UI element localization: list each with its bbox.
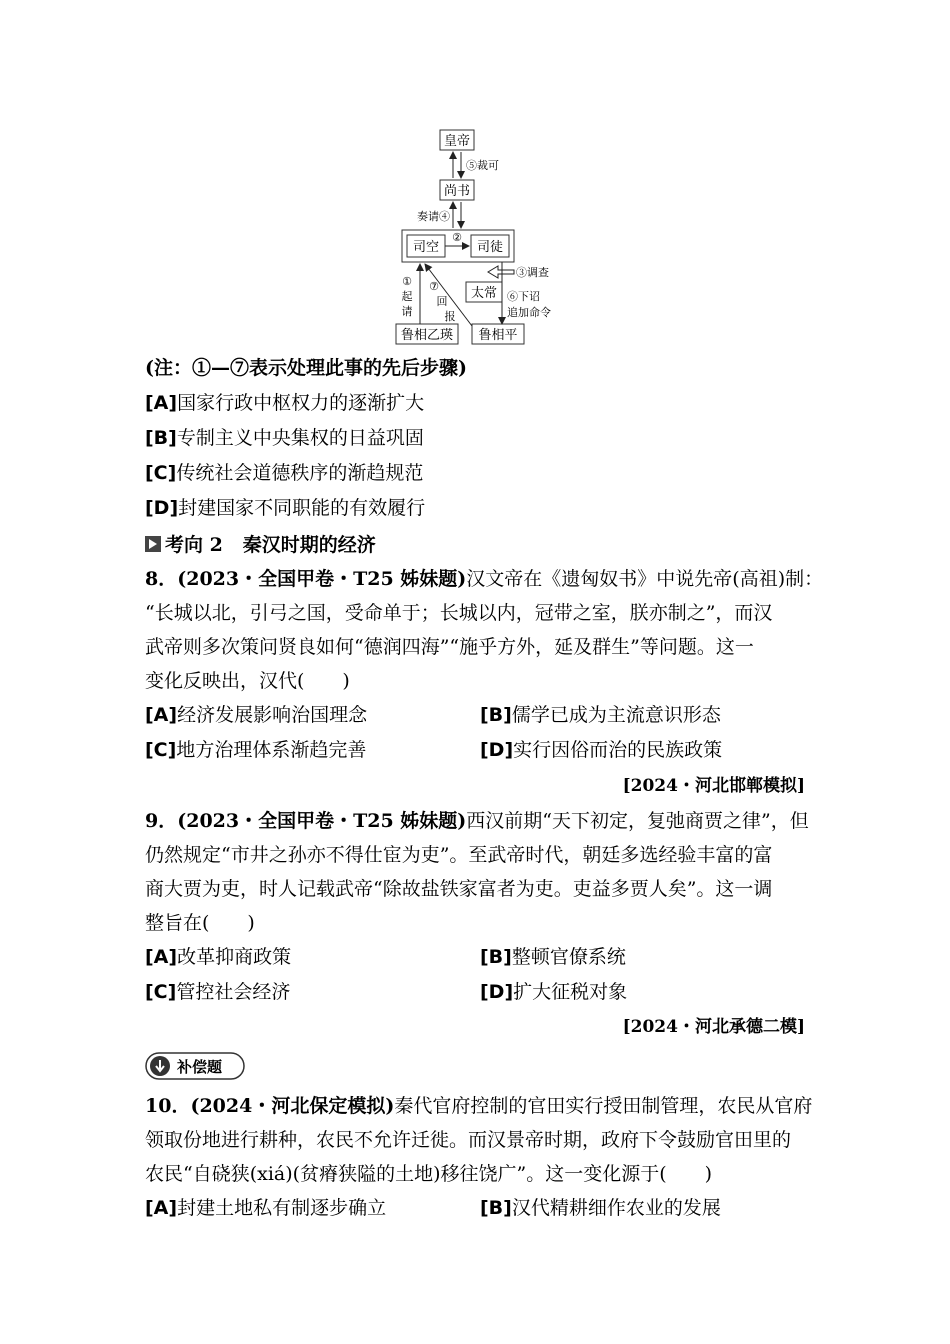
- q10-number: 10．: [145, 1095, 191, 1117]
- q8-option-c[interactable]: [C]地方治理体系渐趋完善: [145, 739, 367, 761]
- q8-line-3: 武帝则多次策问贤良如何“德润四海”“施乎方外，延及群生”等问题。这一: [145, 636, 754, 658]
- section-label: 考向 2: [165, 534, 223, 556]
- q7-option-c[interactable]: [C]传统社会道德秩序的渐趋规范: [145, 462, 424, 484]
- node-taichang: 太常: [470, 286, 498, 301]
- label-step6b: 追加命令: [507, 306, 551, 319]
- q9-line-4: 整旨在( ): [145, 912, 255, 934]
- q9-option-a[interactable]: [A]改革抑商政策: [145, 946, 292, 968]
- q10-tag: (2024・河北保定模拟): [190, 1095, 395, 1117]
- q8-option-d[interactable]: [D]实行因俗而治的民族政策: [480, 739, 723, 761]
- label-step7-a: 回: [436, 295, 448, 308]
- section-title: 秦汉时期的经济: [242, 534, 376, 556]
- q7-option-a[interactable]: [A]国家行政中枢权力的逐渐扩大: [145, 392, 425, 414]
- q8-option-a[interactable]: [A]经济发展影响治国理念: [145, 704, 368, 726]
- diagram-note: (注：①—⑦表示处理此事的先后步骤): [145, 357, 467, 379]
- q8-line-1: 8．(2023・全国甲卷・T25 姊妹题)汉文帝在《遗匈奴书》中说先帝(高祖)制：: [145, 568, 824, 590]
- label-step1-b: 请: [401, 305, 413, 318]
- q9-line-2: 仍然规定“市井之孙亦不得仕宦为吏”。至武帝时代，朝廷多选经验丰富的富: [145, 844, 773, 866]
- label-step2: ②: [452, 231, 462, 244]
- q7-option-d[interactable]: [D]封建国家不同职能的有效履行: [145, 497, 426, 519]
- node-situ: 司徒: [476, 240, 504, 255]
- q10-option-a[interactable]: [A]封建土地私有制逐步确立: [145, 1197, 387, 1219]
- q9-number: 9．: [145, 810, 178, 832]
- label-step1-a: 起: [401, 290, 413, 303]
- q9-tag: (2023・全国甲卷・T25 姊妹题): [177, 810, 467, 832]
- supplementary-badge: [145, 1050, 245, 1082]
- q8-number: 8．: [145, 568, 178, 590]
- q8-line-4: 变化反映出，汉代( ): [145, 670, 350, 692]
- node-luxiang-ping: 鲁相平: [478, 328, 518, 343]
- label-step1-num: ①: [402, 275, 412, 288]
- q10-line-3: 农民“自硗狭(xiá)(贫瘠狭隘的土地)移往饶广”。这一变化源于( ): [145, 1163, 713, 1185]
- q10-option-b[interactable]: [B]汉代精耕细作农业的发展: [480, 1197, 721, 1219]
- q10-line-1: 10．(2024・河北保定模拟)秦代官府控制的官田实行授田制管理，农民从官府: [145, 1095, 813, 1117]
- label-step7-num: ⑦: [429, 280, 439, 293]
- node-sikong: 司空: [412, 240, 440, 255]
- play-icon: [145, 536, 161, 552]
- q9-source: [2024・河北承德二模]: [622, 1017, 805, 1037]
- q8-tag: (2023・全国甲卷・T25 姊妹题): [177, 568, 467, 590]
- node-luxiang-yiying: 鲁相乙瑛: [400, 328, 454, 343]
- label-step7-b: 报: [444, 310, 456, 323]
- node-shangshu: 尚书: [443, 184, 471, 199]
- q8-line-2: “长城以北，引弓之国，受命单于；长城以内，冠带之室，朕亦制之”，而汉: [145, 602, 773, 624]
- label-step5: ⑤裁可: [466, 159, 499, 172]
- q9-line-1: 9．(2023・全国甲卷・T25 姊妹题)西汉前期“天下初定，复弛商贾之律”，但: [145, 810, 809, 832]
- q8-option-b[interactable]: [B]儒学已成为主流意识形态: [480, 704, 721, 726]
- label-step4: 奏请④: [417, 210, 450, 223]
- label-step6a: ⑥下诏: [507, 290, 540, 303]
- process-diagram: [380, 120, 580, 345]
- badge-label: 补偿题: [177, 1058, 223, 1076]
- label-step3: ③调查: [516, 266, 549, 279]
- q8-source: [2024・河北邯郸模拟]: [622, 776, 805, 796]
- node-emperor: 皇帝: [443, 134, 471, 149]
- q7-option-b[interactable]: [B]专制主义中央集权的日益巩固: [145, 427, 424, 449]
- q9-option-c[interactable]: [C]管控社会经济: [145, 981, 291, 1003]
- section-heading: [145, 528, 376, 562]
- q10-line-2: 领取份地进行耕种，农民不允许迁徙。而汉景帝时期，政府下令鼓励官田里的: [145, 1129, 792, 1151]
- q9-option-b[interactable]: [B]整顿官僚系统: [480, 946, 626, 968]
- q9-line-3: 商大贾为吏，时人记载武帝“除故盐铁家富者为吏。吏益多贾人矣”。这一调: [145, 878, 773, 900]
- q9-option-d[interactable]: [D]扩大征税对象: [480, 981, 628, 1003]
